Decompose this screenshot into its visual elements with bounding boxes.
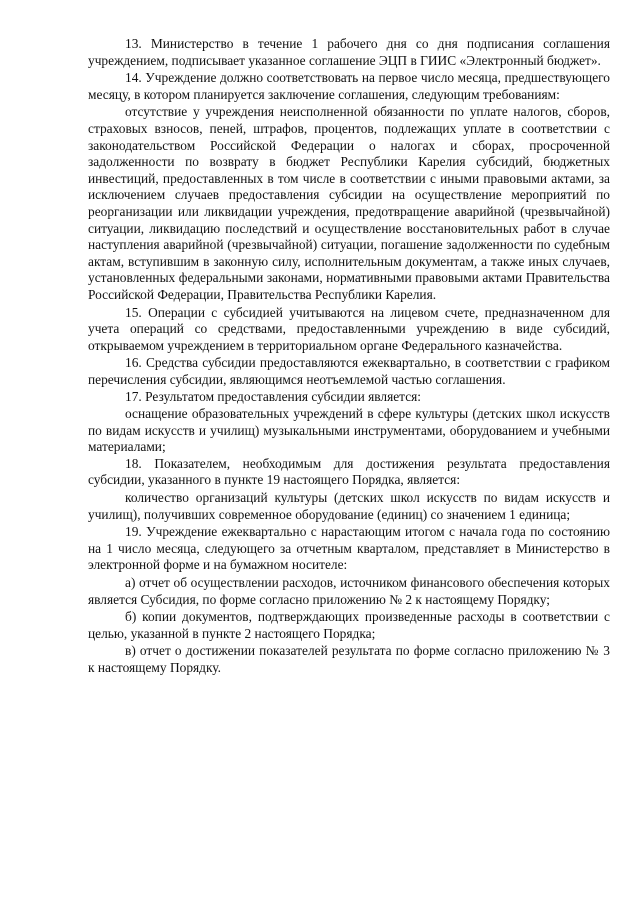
paragraph-14-requirements: отсутствие у учреждения неисполненной обязанности по уплате налогов, сборов, страховых взносов, пеней, штрафов, процентов, подлежащих уплате в соответствии с законодательством Российской Федерации о налогах и сборах, просроченной задолженности по возврату в бюджет Республики Карелия субсидий, бюджетных инвестиций, предоставленных в том числе в соответствии с иными правовыми актами, за исключением случаев предоставления субсидии на осуществление мероприятий по реорганизации или ликвидации учреждения, предотвращение аварийной (чрезвычайной) ситуации, ликвидацию последствий и осуществление восстановительных работ в случае наступления аварийной (чрезвычайной) ситуации, погашение задолженности по судебным актам, вступившим в законную силу, исполнительным документам, а также иных случаев, установленных федеральными законами, нормативными правовыми актами Правительства Российской Федерации, Правительства Республики Карелия. (88, 104, 610, 302)
paragraph-14: 14. Учреждение должно соответствовать на первое число месяца, предшествующего месяцу, в котором планируется заключение соглашения, следующим требованиям: (88, 70, 610, 102)
paragraph-16: 16. Средства субсидии предоставляются ежеквартально, в соответствии с графиком перечисления субсидии, являющимся неотъемлемой частью соглашения. (88, 355, 610, 387)
paragraph-17-result: оснащение образовательных учреждений в сфере культуры (детских школ искусств по видам искусств и училищ) музыкальными инструментами, оборудованием и учебными материалами; (88, 406, 610, 455)
paragraph-13: 13. Министерство в течение 1 рабочего дня со дня подписания соглашения учреждением, подписывает указанное соглашение ЭЦП в ГИИС «Электронный бюджет». (88, 36, 610, 68)
paragraph-18: 18. Показателем, необходимым для достижения результата предоставления субсидии, указанного в пункте 19 настоящего Порядка, является: (88, 455, 610, 488)
document-page (88, 36, 610, 677)
paragraph-19-item-c: в) отчет о достижении показателей результата по форме согласно приложению № 3 к настоящему Порядку. (88, 643, 610, 675)
paragraph-19-item-b: б) копии документов, подтверждающих произведенные расходы в соответствии с целью, указанной в пункте 2 настоящего Порядка; (88, 609, 610, 641)
paragraph-18-indicator: количество организаций культуры (детских школ искусств по видам искусств и училищ), получивших современное оборудование (единиц) со значением 1 единица; (88, 490, 610, 522)
paragraph-15: 15. Операции с субсидией учитываются на лицевом счете, предназначенном для учета операций со средствами, предоставленными учреждению в виде субсидий, открываемом учреждением в территориальном органе Федерального казначейства. (88, 304, 610, 353)
paragraph-19-item-a: а) отчет об осуществлении расходов, источником финансового обеспечения которых является Субсидия, по форме согласно приложению № 2 к настоящему Порядку; (88, 575, 610, 607)
paragraph-19: 19. Учреждение ежеквартально с нарастающим итогом с начала года по состоянию на 1 число месяца, следующего за отчетным кварталом, представляет в Министерство в электронной форме и на бумажном носителе: (88, 524, 610, 573)
paragraph-17: 17. Результатом предоставления субсидии является: (125, 389, 422, 405)
